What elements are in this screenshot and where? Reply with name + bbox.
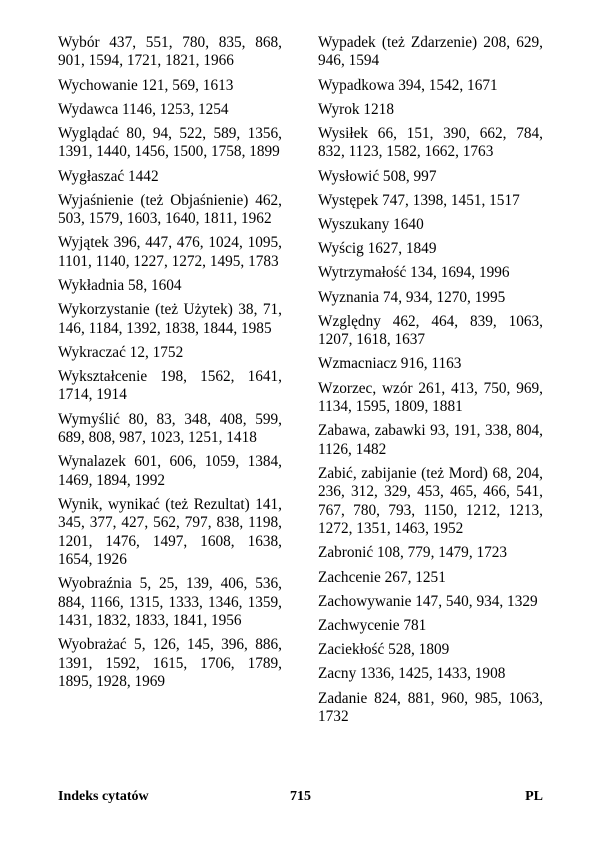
index-column-left [58,34,282,697]
page-footer [58,789,543,807]
index-entry: Wymyślić 80, 83, 348, 408, 599, 689, 808, 987, 1023, 1251, 1418 [58,410,282,447]
index-entry: Wydawca 1146, 1253, 1254 [58,100,229,118]
index-entry: Zaciekłość 528, 1809 [318,641,450,659]
index-entry: Wyobrażać 5, 126, 145, 396, 886, 1391, 1592, 1615, 1706, 1789, 1895, 1928, 1969 [58,636,282,691]
index-entry: Wychowanie 121, 569, 1613 [58,76,234,94]
index-entry: Zadanie 824, 881, 960, 985, 1063, 1732 [318,689,543,725]
index-entry: Wysłowić 508, 997 [318,167,437,185]
page-number: 715 [290,789,311,804]
index-entry: Wypadek (też Zdarzenie) 208, 629, 946, 1594 [318,34,543,70]
index-entry: Zabawa, zabawki 93, 191, 338, 804, 1126, 1482 [318,422,543,458]
index-entry: Wzmacniacz 916, 1163 [318,355,462,373]
index-entry: Zacny 1336, 1425, 1433, 1908 [318,665,506,683]
index-entry: Wyrok 1218 [318,100,394,118]
index-entry: Wypadkowa 394, 1542, 1671 [318,76,498,94]
index-entry: Wyobraźnia 5, 25, 139, 406, 536, 884, 1166, 1315, 1333, 1346, 1359, 1431, 1832, 1833, 1841, 1956 [58,575,282,630]
footer-section-title: Indeks cytatów [58,789,149,804]
index-entry: Wyścig 1627, 1849 [318,240,437,258]
index-entry: Wyszukany 1640 [318,216,424,234]
index-entry: Wysiłek 66, 151, 390, 662, 784, 832, 1123, 1582, 1662, 1763 [318,125,543,161]
index-column-right [318,34,543,732]
index-entry: Wytrzymałość 134, 1694, 1996 [318,264,510,282]
index-entry: Wygłaszać 1442 [58,167,159,185]
index-entry: Zabronić 108, 779, 1479, 1723 [318,544,508,562]
index-entry: Wzorzec, wzór 261, 413, 750, 969, 1134, 1595, 1809, 1881 [318,379,543,416]
index-entry: Zachowywanie 147, 540, 934, 1329 [318,592,538,610]
index-entry: Wyglądać 80, 94, 522, 589, 1356, 1391, 1440, 1456, 1500, 1758, 1899 [58,125,282,161]
index-entry: Wyjaśnienie (też Objaśnienie) 462, 503, 1579, 1603, 1640, 1811, 1962 [58,191,282,228]
index-entry: Wyznania 74, 934, 1270, 1995 [318,288,506,306]
index-entry: Wynalazek 601, 606, 1059, 1384, 1469, 1894, 1992 [58,453,282,489]
index-entry: Występek 747, 1398, 1451, 1517 [318,191,520,209]
index-entry: Wykształcenie 198, 1562, 1641, 1714, 1914 [58,368,282,404]
index-entry: Wykładnia 58, 1604 [58,277,182,295]
index-entry: Wykorzystanie (też Użytek) 38, 71, 146, 1184, 1392, 1838, 1844, 1985 [58,301,282,337]
index-entry: Zabić, zabijanie (też Mord) 68, 204, 236, 312, 329, 453, 465, 466, 541, 767, 780, 793, 1150, 1212, 1213, 1272, 1351, 1463, 1952 [318,464,543,538]
index-entry: Wynik, wynikać (też Rezultat) 141, 345, 377, 427, 562, 797, 838, 1198, 1201, 1476, 1497, 1608, 1638, 1654, 1926 [58,495,282,569]
index-entry: Zachcenie 267, 1251 [318,568,446,586]
index-entry: Względny 462, 464, 839, 1063, 1207, 1618, 1637 [318,312,543,349]
footer-language-code: PL [525,789,543,804]
index-entry: Zachwycenie 781 [318,616,427,634]
index-entry: Wybór 437, 551, 780, 835, 868, 901, 1594, 1721, 1821, 1966 [58,34,282,70]
index-entry: Wyjątek 396, 447, 476, 1024, 1095, 1101, 1140, 1227, 1272, 1495, 1783 [58,234,282,270]
index-entry: Wykraczać 12, 1752 [58,343,184,361]
